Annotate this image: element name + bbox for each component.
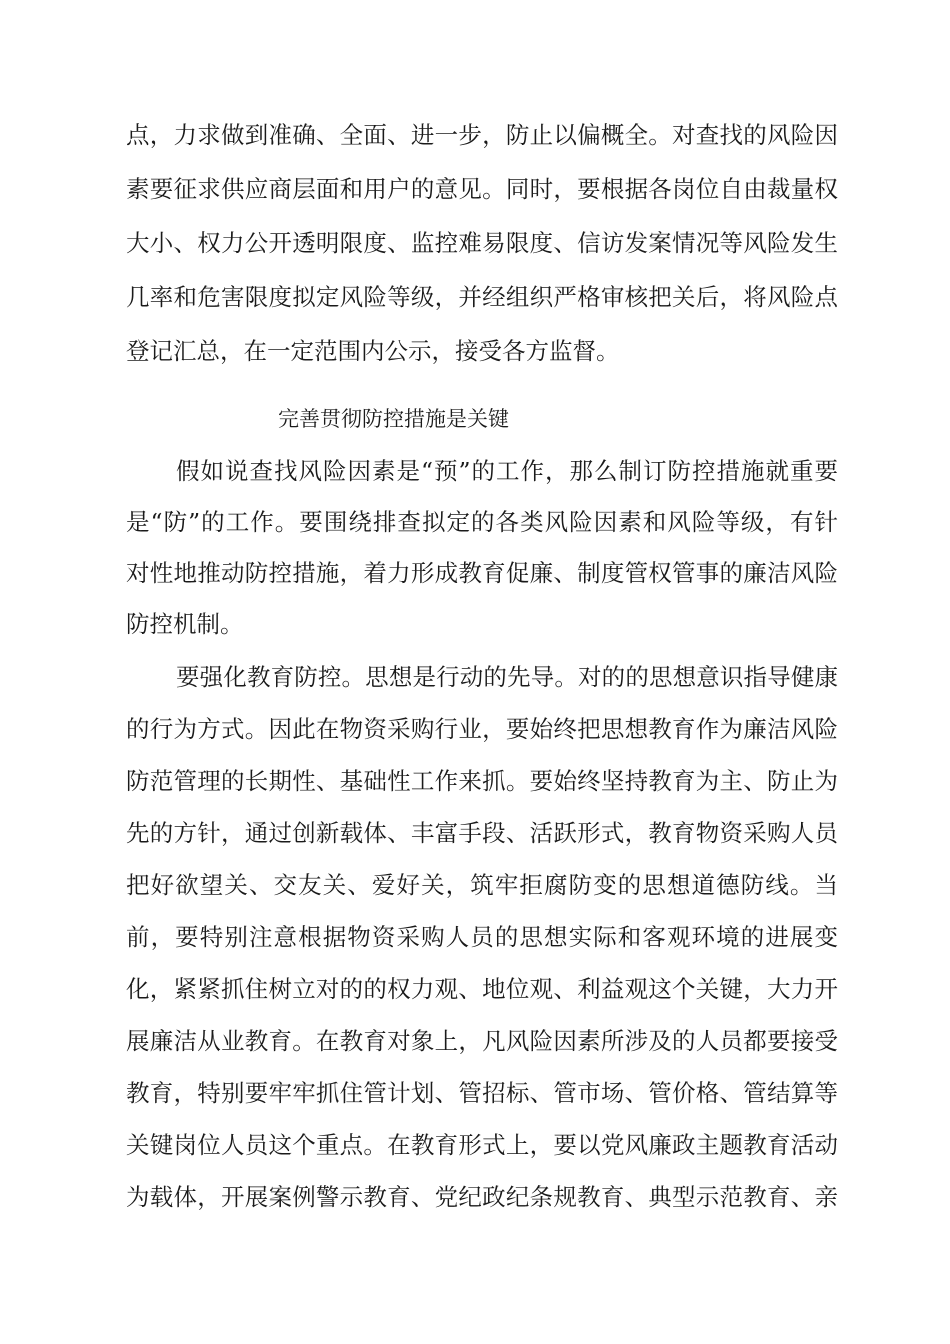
paragraph-1-line-5: 登记汇总，在一定范围内公示，接受各方监督。 [126,337,620,365]
paragraph-3-line-7: 化，紧紧抓住树立对的的权力观、地位观、利益观这个关键，大力开 [126,975,838,1003]
paragraph-3-line-2: 的行为方式。因此在物资采购行业，要始终把思想教育作为廉洁风险 [126,715,838,743]
paragraph-2-line-1: 假如说查找风险因素是“预”的工作，那么制订防控措施就重要 [176,457,838,485]
paragraph-2-line-2: 是“防”的工作。要围绕排查拟定的各类风险因素和风险等级，有针 [126,508,838,536]
paragraph-3-line-6: 前，要特别注意根据物资采购人员的思想实际和客观环境的进展变 [126,923,838,951]
paragraph-2-line-3: 对性地推动防控措施，着力形成教育促廉、制度管权管事的廉洁风险 [126,559,838,587]
section-heading: 完善贯彻防控措施是关键 [278,407,509,431]
paragraph-3-line-4: 先的方针，通过创新载体、丰富手段、活跃形式，教育物资采购人员 [126,819,838,847]
paragraph-3-line-8: 展廉洁从业教育。在教育对象上，凡风险因素所涉及的人员都要接受 [126,1027,838,1055]
paragraph-2-line-4: 防控机制。 [126,610,244,638]
paragraph-3-line-5: 把好欲望关、交友关、爱好关，筑牢拒腐防变的思想道德防线。当 [126,871,838,899]
paragraph-1-line-3: 大小、权力公开透明限度、监控难易限度、信访发案情况等风险发生 [126,229,838,257]
paragraph-3-line-1: 要强化教育防控。思想是行动的先导。对的的思想意识指导健康 [176,663,838,691]
paragraph-3-line-9: 教育，特别要牢牢抓住管计划、管招标、管市场、管价格、管结算等 [126,1079,838,1107]
paragraph-3-line-10: 关键岗位人员这个重点。在教育形式上，要以党风廉政主题教育活动 [126,1131,838,1159]
paragraph-1-line-2: 素要征求供应商层面和用户的意见。同时，要根据各岗位自由裁量权 [126,175,838,203]
paragraph-3-line-3: 防范管理的长期性、基础性工作来抓。要始终坚持教育为主、防止为 [126,767,838,795]
paragraph-1-line-4: 几率和危害限度拟定风险等级，并经组织严格审核把关后，将风险点 [126,283,838,311]
paragraph-1-line-1: 点，力求做到准确、全面、进一步，防止以偏概全。对查找的风险因 [126,121,838,149]
paragraph-3-line-11: 为载体，开展案例警示教育、党纪政纪条规教育、典型示范教育、亲 [126,1183,838,1211]
